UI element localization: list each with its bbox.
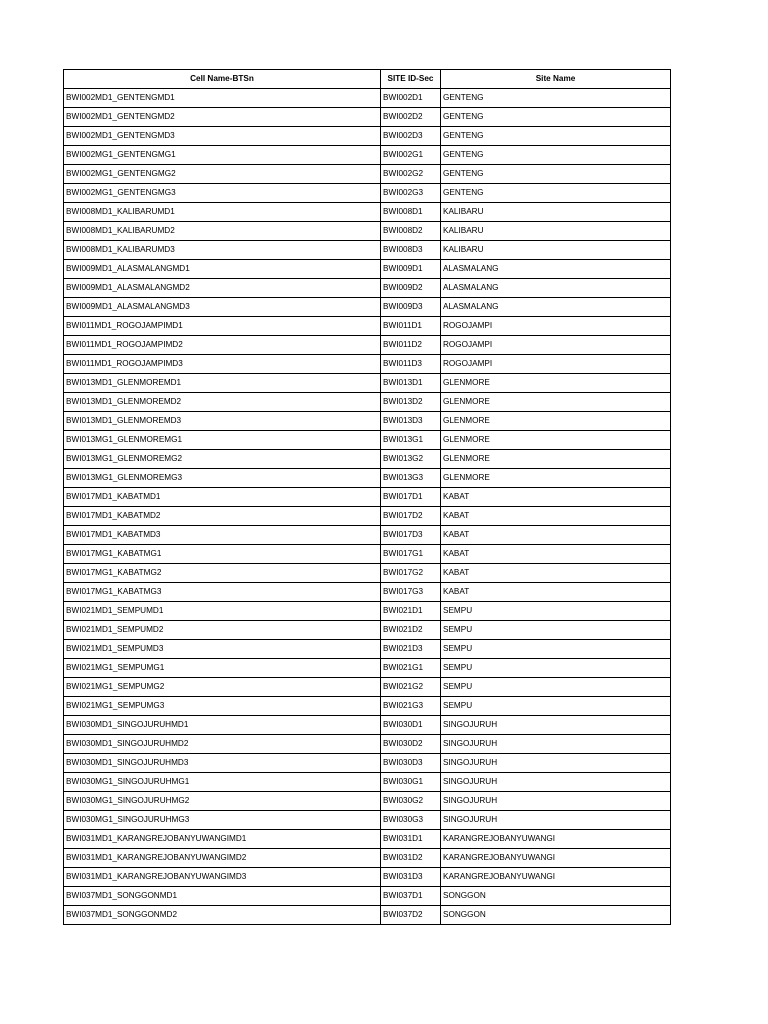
site-id-cell: BWI013G3 (381, 469, 441, 488)
table-row (64, 203, 671, 222)
site-id-cell: BWI002G2 (381, 165, 441, 184)
cell-name-cell: BWI008MD1_KALIBARUMD1 (64, 203, 381, 222)
site-id-cell: BWI021G3 (381, 697, 441, 716)
site-name-cell: KARANGREJOBANYUWANGI (441, 868, 671, 887)
cell-name-cell: BWI021MG1_SEMPUMG1 (64, 659, 381, 678)
cell-name-cell: BWI021MD1_SEMPUMD1 (64, 602, 381, 621)
cell-name-cell: BWI002MG1_GENTENGMG1 (64, 146, 381, 165)
site-id-cell: BWI009D1 (381, 260, 441, 279)
site-id-cell: BWI031D1 (381, 830, 441, 849)
cell-name-cell: BWI017MD1_KABATMD2 (64, 507, 381, 526)
spreadsheet-page (63, 69, 671, 925)
cell-name-cell: BWI008MD1_KALIBARUMD3 (64, 241, 381, 260)
table-row (64, 735, 671, 754)
site-id-cell: BWI031D3 (381, 868, 441, 887)
cell-name-cell: BWI017MD1_KABATMD1 (64, 488, 381, 507)
cell-name-cell: BWI037MD1_SONGGONMD1 (64, 887, 381, 906)
site-name-cell: SINGOJURUH (441, 773, 671, 792)
site-id-cell: BWI008D3 (381, 241, 441, 260)
table-row (64, 564, 671, 583)
table-row (64, 355, 671, 374)
site-id-cell: BWI013D1 (381, 374, 441, 393)
site-name-cell: SINGOJURUH (441, 811, 671, 830)
site-name-cell: SONGGON (441, 906, 671, 925)
cell-name-cell: BWI030MD1_SINGOJURUHMD3 (64, 754, 381, 773)
site-id-cell: BWI013G2 (381, 450, 441, 469)
site-name-cell: KABAT (441, 583, 671, 602)
site-id-cell: BWI009D2 (381, 279, 441, 298)
table-row (64, 621, 671, 640)
cell-name-cell: BWI002MD1_GENTENGMD2 (64, 108, 381, 127)
cell-name-cell: BWI030MG1_SINGOJURUHMG1 (64, 773, 381, 792)
site-id-cell: BWI021D3 (381, 640, 441, 659)
site-name-cell: GLENMORE (441, 393, 671, 412)
site-name-cell: SEMPU (441, 621, 671, 640)
site-id-cell: BWI037D2 (381, 906, 441, 925)
table-row (64, 279, 671, 298)
header-site-name: Site Name (441, 70, 671, 89)
site-id-cell: BWI030D3 (381, 754, 441, 773)
table-row (64, 450, 671, 469)
table-row (64, 545, 671, 564)
site-name-cell: SINGOJURUH (441, 792, 671, 811)
site-name-cell: GENTENG (441, 89, 671, 108)
table-row (64, 792, 671, 811)
table-row (64, 317, 671, 336)
site-name-cell: KALIBARU (441, 222, 671, 241)
site-name-cell: ROGOJAMPI (441, 317, 671, 336)
table-row (64, 469, 671, 488)
table-row (64, 184, 671, 203)
site-name-cell: KABAT (441, 488, 671, 507)
table-row (64, 146, 671, 165)
site-id-cell: BWI017G1 (381, 545, 441, 564)
site-id-cell: BWI002D2 (381, 108, 441, 127)
cell-name-cell: BWI013MD1_GLENMOREMD2 (64, 393, 381, 412)
site-name-cell: KALIBARU (441, 241, 671, 260)
site-name-cell: GENTENG (441, 127, 671, 146)
site-id-cell: BWI017G2 (381, 564, 441, 583)
cell-name-cell: BWI009MD1_ALASMALANGMD3 (64, 298, 381, 317)
site-id-cell: BWI011D1 (381, 317, 441, 336)
site-name-cell: KABAT (441, 545, 671, 564)
site-id-cell: BWI030G2 (381, 792, 441, 811)
site-id-cell: BWI030G1 (381, 773, 441, 792)
site-name-cell: SINGOJURUH (441, 754, 671, 773)
cell-name-cell: BWI030MD1_SINGOJURUHMD1 (64, 716, 381, 735)
site-id-cell: BWI011D3 (381, 355, 441, 374)
cell-name-cell: BWI021MG1_SEMPUMG3 (64, 697, 381, 716)
cell-name-cell: BWI031MD1_KARANGREJOBANYUWANGIMD2 (64, 849, 381, 868)
site-id-cell: BWI013G1 (381, 431, 441, 450)
table-row (64, 108, 671, 127)
site-id-cell: BWI013D3 (381, 412, 441, 431)
site-name-cell: KABAT (441, 526, 671, 545)
site-id-cell: BWI002G3 (381, 184, 441, 203)
table-row (64, 165, 671, 184)
site-name-cell: GENTENG (441, 165, 671, 184)
site-id-cell: BWI002D3 (381, 127, 441, 146)
table-row (64, 507, 671, 526)
cell-name-cell: BWI009MD1_ALASMALANGMD1 (64, 260, 381, 279)
table-row (64, 488, 671, 507)
site-id-cell: BWI021D1 (381, 602, 441, 621)
cell-name-cell: BWI037MD1_SONGGONMD2 (64, 906, 381, 925)
site-name-cell: KARANGREJOBANYUWANGI (441, 849, 671, 868)
table-row (64, 241, 671, 260)
cell-name-cell: BWI030MG1_SINGOJURUHMG3 (64, 811, 381, 830)
site-name-cell: GENTENG (441, 184, 671, 203)
site-name-cell: GLENMORE (441, 450, 671, 469)
header-row (64, 70, 671, 89)
site-name-cell: GLENMORE (441, 412, 671, 431)
site-name-cell: GENTENG (441, 108, 671, 127)
table-row (64, 298, 671, 317)
table-row (64, 393, 671, 412)
table-row (64, 830, 671, 849)
table-row (64, 602, 671, 621)
cell-name-cell: BWI017MD1_KABATMD3 (64, 526, 381, 545)
table-row (64, 849, 671, 868)
cell-name-cell: BWI021MD1_SEMPUMD3 (64, 640, 381, 659)
site-name-cell: KABAT (441, 507, 671, 526)
site-name-cell: ALASMALANG (441, 279, 671, 298)
table-row (64, 868, 671, 887)
table-body (64, 89, 671, 925)
table-row (64, 431, 671, 450)
site-name-cell: SINGOJURUH (441, 716, 671, 735)
table-row (64, 906, 671, 925)
cell-name-cell: BWI008MD1_KALIBARUMD2 (64, 222, 381, 241)
cell-name-cell: BWI017MG1_KABATMG3 (64, 583, 381, 602)
site-id-cell: BWI017D3 (381, 526, 441, 545)
site-name-cell: ROGOJAMPI (441, 355, 671, 374)
site-id-cell: BWI002G1 (381, 146, 441, 165)
cell-name-cell: BWI017MG1_KABATMG2 (64, 564, 381, 583)
table-row (64, 773, 671, 792)
site-name-cell: SINGOJURUH (441, 735, 671, 754)
site-name-cell: SEMPU (441, 602, 671, 621)
table-row (64, 336, 671, 355)
site-id-cell: BWI009D3 (381, 298, 441, 317)
cell-name-cell: BWI013MG1_GLENMOREMG1 (64, 431, 381, 450)
site-name-cell: KARANGREJOBANYUWANGI (441, 830, 671, 849)
cell-name-cell: BWI031MD1_KARANGREJOBANYUWANGIMD1 (64, 830, 381, 849)
cell-name-cell: BWI031MD1_KARANGREJOBANYUWANGIMD3 (64, 868, 381, 887)
site-id-cell: BWI008D2 (381, 222, 441, 241)
site-id-cell: BWI017G3 (381, 583, 441, 602)
table-row (64, 659, 671, 678)
site-name-cell: ROGOJAMPI (441, 336, 671, 355)
site-name-cell: KALIBARU (441, 203, 671, 222)
site-name-cell: SEMPU (441, 678, 671, 697)
header-cell-name: Cell Name-BTSn (64, 70, 381, 89)
table-row (64, 412, 671, 431)
site-id-cell: BWI030G3 (381, 811, 441, 830)
cell-name-cell: BWI002MD1_GENTENGMD3 (64, 127, 381, 146)
site-id-cell: BWI013D2 (381, 393, 441, 412)
site-id-cell: BWI037D1 (381, 887, 441, 906)
site-name-cell: GLENMORE (441, 469, 671, 488)
site-id-cell: BWI017D2 (381, 507, 441, 526)
site-name-cell: SONGGON (441, 887, 671, 906)
cell-name-cell: BWI017MG1_KABATMG1 (64, 545, 381, 564)
table-row (64, 127, 671, 146)
table-row (64, 754, 671, 773)
site-id-cell: BWI002D1 (381, 89, 441, 108)
table-row (64, 697, 671, 716)
site-name-cell: SEMPU (441, 640, 671, 659)
cell-name-cell: BWI013MG1_GLENMOREMG3 (64, 469, 381, 488)
cell-name-cell: BWI021MD1_SEMPUMD2 (64, 621, 381, 640)
site-id-cell: BWI008D1 (381, 203, 441, 222)
table-row (64, 887, 671, 906)
cell-name-cell: BWI011MD1_ROGOJAMPIMD3 (64, 355, 381, 374)
site-id-cell: BWI031D2 (381, 849, 441, 868)
site-name-cell: GLENMORE (441, 431, 671, 450)
cell-name-cell: BWI030MG1_SINGOJURUHMG2 (64, 792, 381, 811)
table-row (64, 222, 671, 241)
cell-name-cell: BWI011MD1_ROGOJAMPIMD1 (64, 317, 381, 336)
cell-name-cell: BWI002MG1_GENTENGMG3 (64, 184, 381, 203)
cell-name-cell: BWI013MG1_GLENMOREMG2 (64, 450, 381, 469)
site-id-cell: BWI017D1 (381, 488, 441, 507)
table-row (64, 716, 671, 735)
site-name-cell: ALASMALANG (441, 260, 671, 279)
table-row (64, 374, 671, 393)
site-id-cell: BWI030D1 (381, 716, 441, 735)
site-id-cell: BWI030D2 (381, 735, 441, 754)
table-row (64, 678, 671, 697)
cell-name-cell: BWI030MD1_SINGOJURUHMD2 (64, 735, 381, 754)
site-name-cell: SEMPU (441, 659, 671, 678)
table-row (64, 260, 671, 279)
header-site-id: SITE ID-Sec (381, 70, 441, 89)
cell-site-table (63, 69, 671, 925)
site-id-cell: BWI011D2 (381, 336, 441, 355)
site-name-cell: GENTENG (441, 146, 671, 165)
cell-name-cell: BWI021MG1_SEMPUMG2 (64, 678, 381, 697)
cell-name-cell: BWI013MD1_GLENMOREMD1 (64, 374, 381, 393)
site-name-cell: ALASMALANG (441, 298, 671, 317)
cell-name-cell: BWI011MD1_ROGOJAMPIMD2 (64, 336, 381, 355)
table-row (64, 526, 671, 545)
site-id-cell: BWI021G1 (381, 659, 441, 678)
cell-name-cell: BWI002MG1_GENTENGMG2 (64, 165, 381, 184)
site-name-cell: GLENMORE (441, 374, 671, 393)
cell-name-cell: BWI002MD1_GENTENGMD1 (64, 89, 381, 108)
site-id-cell: BWI021G2 (381, 678, 441, 697)
cell-name-cell: BWI009MD1_ALASMALANGMD2 (64, 279, 381, 298)
table-row (64, 640, 671, 659)
table-row (64, 811, 671, 830)
site-name-cell: KABAT (441, 564, 671, 583)
table-row (64, 583, 671, 602)
cell-name-cell: BWI013MD1_GLENMOREMD3 (64, 412, 381, 431)
table-row (64, 89, 671, 108)
site-id-cell: BWI021D2 (381, 621, 441, 640)
site-name-cell: SEMPU (441, 697, 671, 716)
